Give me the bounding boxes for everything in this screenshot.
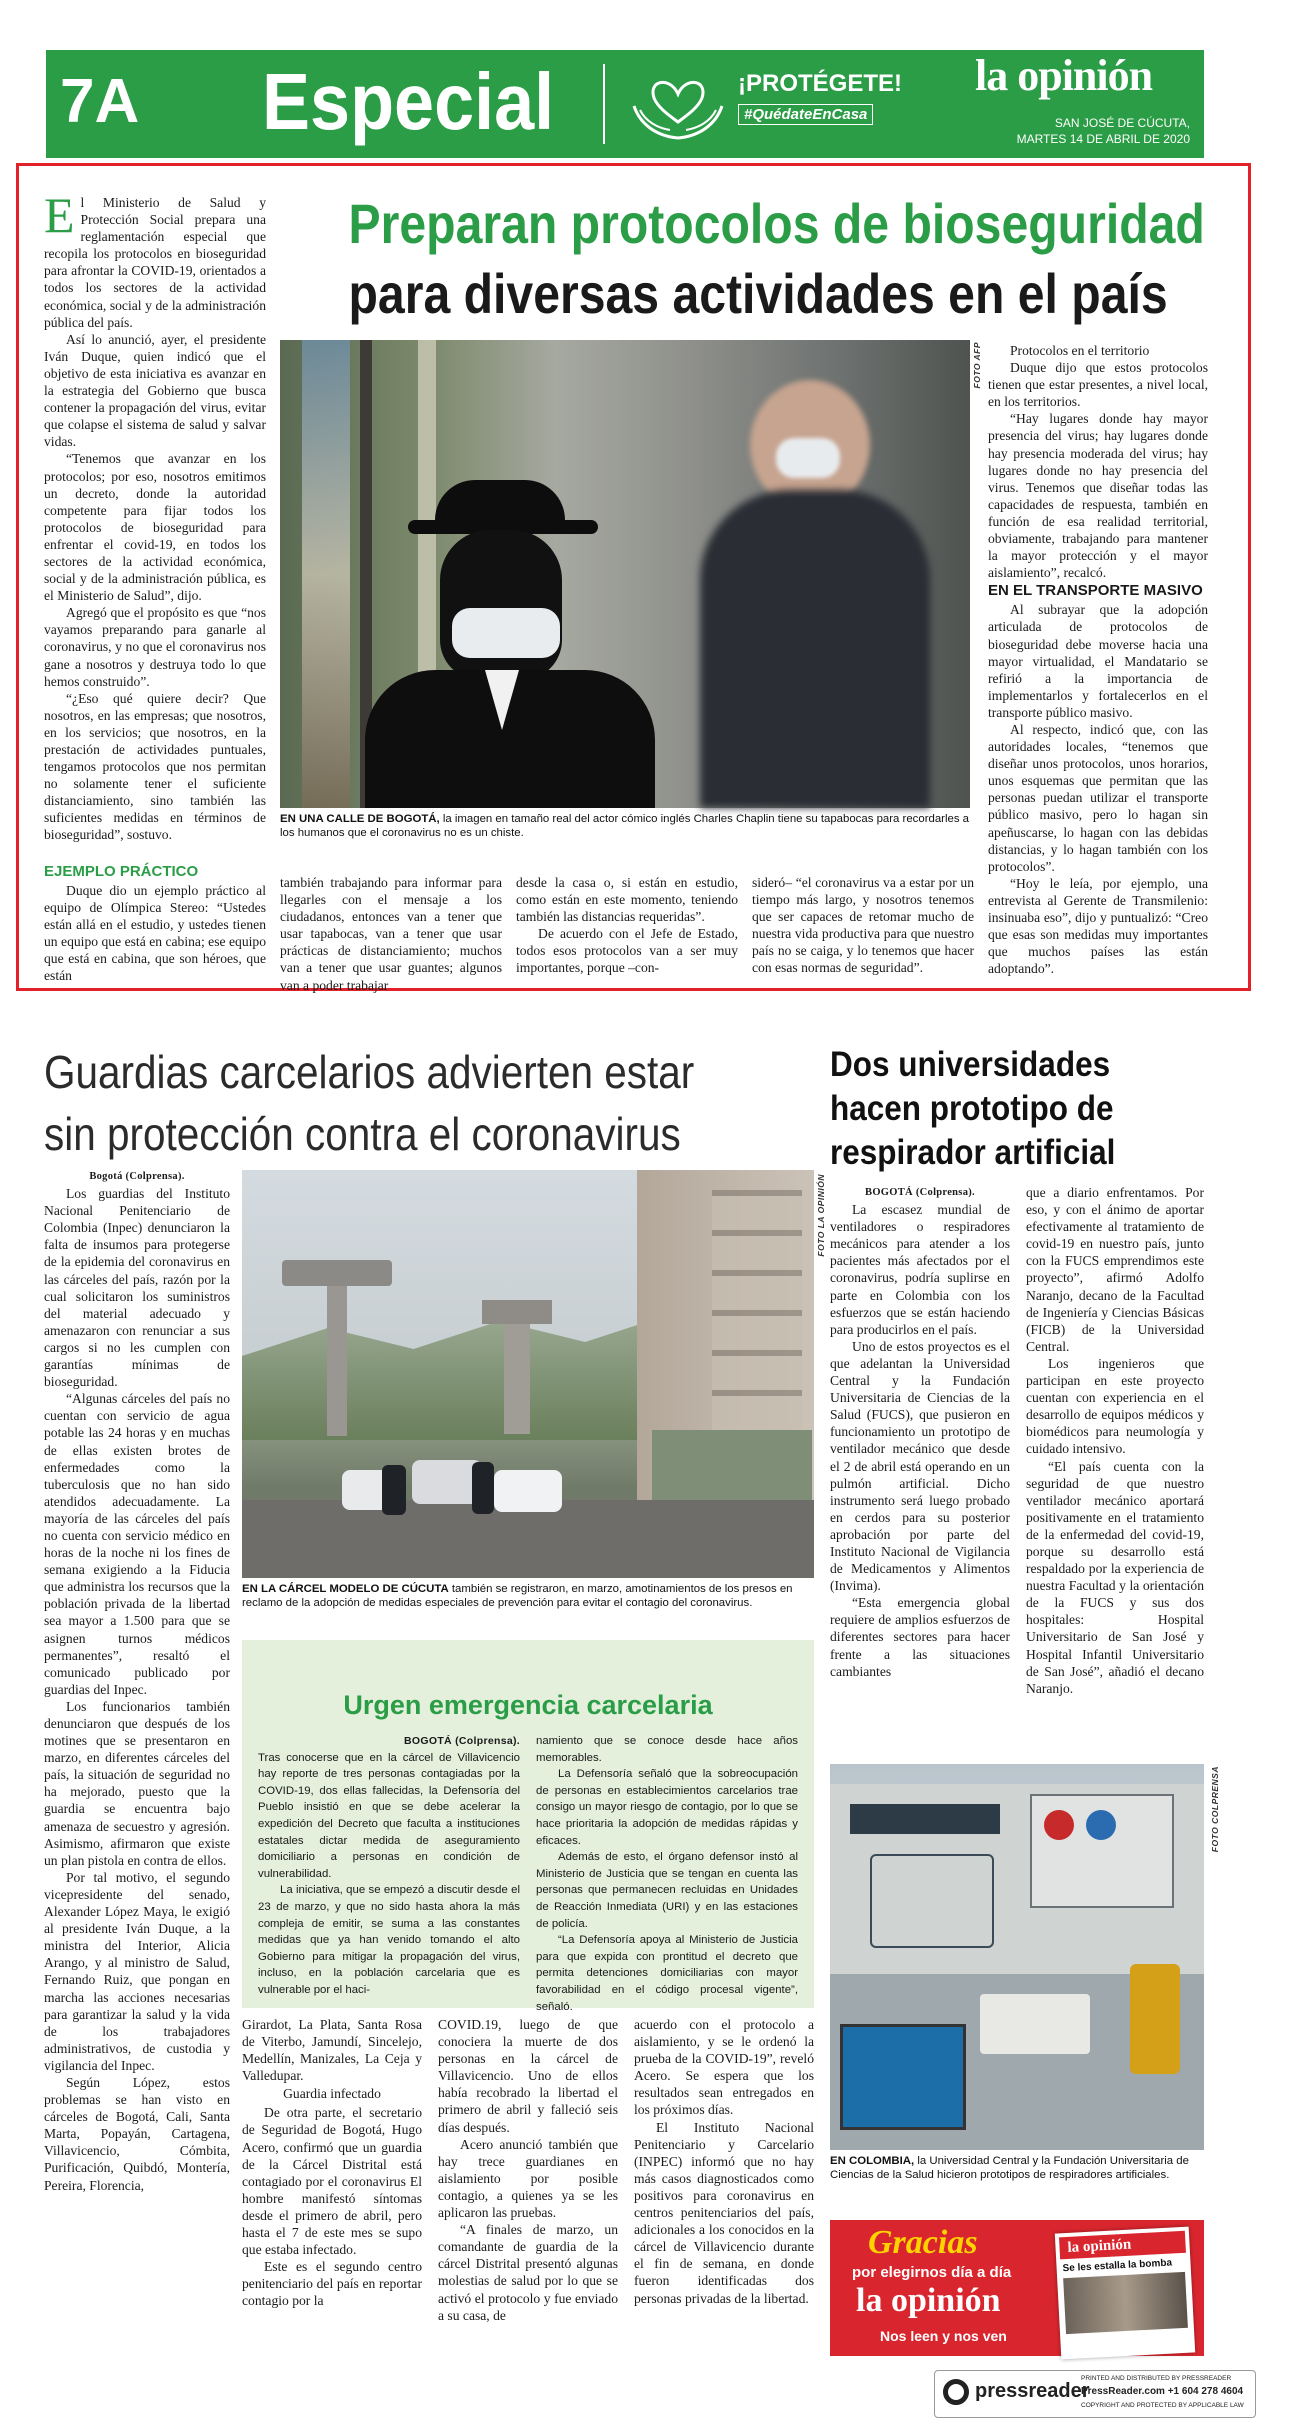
paragraph: desde la casa o, si están en estudio, como están en este momento, teniendo también las distancias requeridas”.: [516, 875, 738, 925]
paragraph: l Ministerio de Salud y Protección Social prepara una reglamentación especial que recopila los protocolos en bioseguridad para afrontar la COVID-19, orientados a todos los sectores de la actividad económica, social y de la administración pública del país.: [44, 195, 266, 330]
caption-text: la imagen en tamaño real del actor cómico inglés Charles Chaplin tiene su tapabocas para recordarles a los humanos que el coronavirus no es un chiste.: [280, 813, 970, 839]
paragraph: COVID.19, luego de que conociera la muerte de dos personas en la cárcel de Villavicencio. Uno de ellos había recobrado la libertad el primero de abril y falleció seis días después.: [438, 2017, 618, 2135]
story3-headline-3: respirador artificial: [830, 1133, 1116, 1172]
section-title: Especial: [262, 57, 555, 146]
paragraph: Los guardias del Instituto Nacional Penitenciario de Colombia (Inpec) denunciaron la falta de insumos para protegerse de la epidemia del coronavirus en las cárceles del país, razón por la cual solicitaron los suministros del material adecuado y amenazaron con renunciar a sus cargos si no les cumplen con garantías mínimas de bioseguridad.: [44, 1186, 230, 1390]
story2-bottom-col-1: [242, 2016, 422, 2390]
byline: BOGOTÁ (Colprensa).: [865, 1187, 975, 1198]
sidebar-title: Urgen emergencia carcelaria: [343, 1690, 713, 1720]
paragraph: también trabajando para informar para llegarles con el mensaje a los ciudadanos, entonces van a tener que usar tapabocas, van a tener que usar prácticas de distanciamiento; muchos van a tener que usar guantes; algunos van a poder trabajar: [280, 875, 502, 993]
paragraph: El Instituto Nacional Penitenciario y Carcelario (INPEC) informó que no hay más casos diagnosticados como positivos para coronavirus en centros penitenciarios del país, adicionales a los conocidos en la cárcel de Villavicencio durante el fin de semana, en donde fueron identificadas dos personas privadas de la libertad.: [634, 2119, 814, 2306]
story1-headline-2: para diversas actividades en el país: [348, 262, 1168, 325]
photo-credit: FOTO COLPRENSA: [1210, 1766, 1220, 1853]
subheading: EJEMPLO PRÁCTICO: [44, 863, 199, 880]
paragraph: La iniciativa, que se empezó a discutir desde el 23 de marzo, y que no sido hasta ahora la más compleja de emitir, se suma a las constantes medidas que ya han venido tomando el alto Gobierno para mitigar la propagación del virus, incluso, en la población carcelaria que es vulnerable por el haci-: [258, 1884, 520, 1996]
paragraph: Al respecto, indicó que, con las autoridades locales, “tenemos que diseñar unos protocolos, unos horarios, unos esquemas que permitan que las personas puedan utilizar el transporte público masivo, pero lo hagan sin apeñuscarse, lo hagan con las debidas distancias, y lo hagan también con los protocolos”.: [988, 721, 1208, 874]
story1-bottom-col-2: [516, 874, 738, 984]
story1-headline-1: Preparan protocolos de bioseguridad: [348, 192, 1205, 255]
byline: BOGOTÁ (Colprensa).: [404, 1735, 520, 1747]
story2-headline-1: Guardias carcelarios advierten estar: [44, 1046, 695, 1098]
story1-bottom-col-1: [280, 874, 502, 993]
paragraph: “Hay lugares donde hay mayor presencia del virus; hay lugares donde hay presencia moderada del virus; hay lugares donde no hay presencia del virus. Tenemos que diseñar todas las capacidades de respuesta, también en función de esa realidad territorial, obviamente, trabajando para mantener la mayor protección y el mayor aislamiento”, recalcó.: [988, 411, 1208, 581]
paragraph: acuerdo con el protocolo a aislamiento, y se le ordenó la prueba de la COVID-19”, reveló Acero. Se espera que los resultados sean entregados en los próximos días.: [634, 2017, 814, 2118]
paragraph: “Tenemos que avanzar en los protocolos; por eso, nosotros emitimos un decreto, donde la autoridad competente para fijar todos los protocolos de bioseguridad para enfrentar el covid-19, en todos los sectores de la actividad económica, social y de la administración pública, es el Ministerio de Salud”, dijo.: [44, 451, 266, 604]
campaign-hashtag: #QuédateEnCasa: [738, 104, 873, 125]
paragraph: “¿Eso qué quiere decir? Que nosotros, en las empresas; que nosotros, en los servicios; que nosotros, en la prestación de actividades puntuales, tengamos protocolos que nos permitan no solamente tener el suficiente distanciamiento, sino también las suficientes medidas en términos de bioseguridad”, sostuvo.: [44, 690, 266, 843]
paragraph: sideró– “el coronavirus va a estar por un tiempo más largo, y nosotros tenemos que ser capaces de retomar mucho de nuestra vida productiva para que nuestro país no se caiga, y lo tenemos que hacer con esas normas de seguridad”.: [752, 875, 974, 976]
paragraph: Tras conocerse que en la cárcel de Villavicencio hay reporte de tres personas contagiadas por la COVID-19, dos ellas fallecidas, la Defensoría del Pueblo insistió en que se debe acelerar la expedición del Decreto que faculta a instituciones estatales dictar medida de aseguramiento domiciliario a personas en condición de vulnerabilidad.: [258, 1751, 520, 1880]
paragraph: Según López, estos problemas se han visto en cárceles de Bogotá, Cali, Santa Marta, Popayán, Cartagena, Villavicencio, Cómbita, Purificación, Quibdó, Montería, Pereira, Florencia,: [44, 2074, 230, 2193]
paragraph: Agregó que el propósito es que “nos vayamos preparando para ganarle al coronavirus, y no que el coronavirus nos gane a nosotros y destruya todo lo que hemos construido”.: [44, 605, 266, 689]
ad-newspaper-thumbnail: [1055, 2227, 1195, 2360]
paragraph: “La Defensoría apoya al Ministerio de Justicia para que expida con prontitud el decreto que permita detenciones domiciliarias con mayor favorabilidad en el código procesal vigente”, señaló.: [536, 1934, 798, 2013]
paragraph: Uno de estos proyectos es el que adelantan la Universidad Central y la Fundación Universitaria de Ciencias de la Salud (FUCS), que pusieron en funcionamiento un prototipo de ventilador mecánico que desde el 2 de abril está operando en un pulmón artificial. Dicho instrumento será luego probado en cerdos para su posterior aprobación por parte del Instituto Nacional de Vigilancia de Medicamentos y Alimentos (Invima).: [830, 1338, 1010, 1594]
ad-line: por elegirnos día a día: [852, 2264, 1012, 2281]
paragraph: Además de esto, el órgano defensor instó al Ministerio de Justicia que se tengan en cuenta las personas que permanecen recluidas en Unidades de Reacción Inmediata (URI) y en las estaciones de policía.: [536, 1851, 798, 1930]
sidebar-col-2: [536, 1733, 798, 2013]
story1-right-column: [988, 342, 1208, 984]
page-number: 7A: [60, 67, 140, 136]
paragraph: Los ingenieros que participan en este proyecto cuentan con experiencia en el desarrollo de equipos médicos y biomédicos para neumología y cuidado intensivo.: [1026, 1355, 1204, 1457]
pressreader-badge[interactable]: [934, 2370, 1256, 2418]
caption-text: también se registraron, en marzo, amotinamientos de los presos en reclamo de la adopción de medidas especiales de prevención para evitar el contagio del coronavirus.: [242, 1583, 793, 1609]
paragraph: Por tal motivo, el segundo vicepresidente del senado, Alexander López Maya, le exigió al presidente Iván Duque, a la ministra del Interior, Alicia Arango, y al ministro de Salud, Fernando Ruiz, que pongan en marcha las acciones necesarias para garantizar la salud y la vida de los trabajadores administrativos, de custodia y vigilancia del Inpec.: [44, 1869, 230, 2073]
photo-credit: FOTO AFP: [972, 342, 982, 389]
caption-lead: EN LA CÁRCEL MODELO DE CÚCUTA: [242, 1583, 449, 1595]
paragraph: De otra parte, el secretario de Seguridad de Bogotá, Hugo Acero, confirmó que un guardia de la Cárcel Distrital está contagiado por el coronavirus El hombre manifestó síntomas desde el primero de abril, pero hasta el 7 de este mes se supo que estaba infectado.: [242, 2105, 422, 2258]
ad-tagline: Nos leen y nos ven: [880, 2328, 1007, 2344]
ad-gracias: Gracias: [868, 2224, 978, 2261]
paragraph: “Algunas cárceles del país no cuentan con servicio de agua potable las 24 horas y en muchas de ellas existen brotes de enfermedades como la tuberculosis que no han sido atendidos adecuadamente. La mayoría de las cárceles del país no cuenta con servicio médico en horas de la noche ni los fines de semana exigiendo a la Fiducia que administra los recursos que la población privada de la libertad sea mayor a 1.500 para que se asignen turnos médicos permanentes”, resaltó el comunicado publicado por guardias del Inpec.: [44, 1391, 230, 1697]
footer-line-2: PressReader.com +1 604 278 4604: [1081, 2386, 1244, 2397]
paragraph: Acero anunció también que hay trece guardianes en aislamiento por posible contagio, a quienes ya se les aplicaron las pruebas.: [438, 2136, 618, 2221]
paragraph: “Hoy le leía, por ejemplo, una entrevista al Gerente de Transmilenio: insinuaba eso”, dijo y puntualizó: “Creo que esas son medidas muy importantes que muchos países las están adoptando”.: [988, 875, 1208, 977]
story2-bottom-col-2: [438, 2016, 618, 2390]
paragraph: que a diario enfrentamos. Por eso, y con el ánimo de aportar efectivamente al tratamiento de covid-19 en nuestro país, junto con la FUCS emprendimos este proyecto”, afirmó Adolfo Naranjo, decano de la Facultad de Ingeniería y Ciencias Básicas (FICB) de la Universidad Central.: [1026, 1185, 1204, 1354]
drop-cap: E: [44, 187, 75, 243]
story3-col-1: [830, 1184, 1010, 1744]
thumbnail-brand: la opinión: [1067, 2236, 1132, 2256]
subheading: EN EL TRANSPORTE MASIVO: [988, 582, 1203, 600]
promo-ad[interactable]: [830, 2220, 1204, 2356]
caption-lead: EN UNA CALLE DE BOGOTÁ,: [280, 813, 440, 825]
paragraph: “El país cuenta con la seguridad de que nuestro ventilador mecánico aportará positivamente en el tratamiento de la enfermedad del covid-19, porque su desarrollo está respaldado por la experiencia de nuestra Facultad y la orientación de la FUCS y sus dos hospitales: Hospital Universitario de San José y Hospital Infantil Universitario de San José”, añadió el decano Naranjo.: [1026, 1458, 1204, 1696]
paragraph: Girardot, La Plata, Santa Rosa de Viterbo, Jamundí, Sincelejo, Medellín, Manizales, La Ceja y Valledupar.: [242, 2017, 422, 2084]
paragraph: La escasez mundial de ventiladores o respiradores mecánicos para atender a los pacientes más afectados por el coronavirus, podría suplirse en parte en Colombia con los esfuerzos que se están haciendo para producirlos en el país.: [830, 1202, 1010, 1337]
story3-headline-1: Dos universidades: [830, 1045, 1111, 1084]
subheading: Guardia infectado: [283, 2086, 381, 2102]
heart-hands-icon: [630, 66, 726, 142]
sidebar-col-1-text: [258, 1750, 520, 1999]
photo-caption: [830, 2154, 1204, 2182]
paragraph: namiento que se conoce desde hace años memorables.: [536, 1735, 798, 1764]
chaplin-photo: [280, 340, 970, 808]
paragraph: Duque dio un ejemplo práctico al equipo de Olímpica Stereo: “Ustedes están allá en el estudio, y ustedes tienen un equipo que está en cabina; ese equipo que está en cabina, que son héroes, que están: [44, 883, 266, 984]
story2-bottom-col-3: [634, 2016, 814, 2390]
respirator-photo: [830, 1764, 1204, 2150]
paragraph: “A finales de marzo, un comandante de guardia de la cárcel Distrital presentó algunas molestias de salud por lo que se activó el protocolo y fue enviado a su casa, de: [438, 2222, 618, 2323]
sidebar-col-1: [258, 1733, 520, 2001]
story2-headline-2: sin protección contra el coronavirus: [44, 1108, 681, 1160]
caption-lead: EN COLOMBIA,: [830, 2155, 915, 2167]
pressreader-logo: pressreader: [975, 2380, 1090, 2402]
photo-credit: FOTO LA OPINIÓN: [816, 1174, 826, 1257]
paragraph: Duque dijo que estos protocolos tienen que estar presentes, a nivel local, en los territorios.: [988, 360, 1208, 410]
byline: Bogotá (Colprensa).: [89, 1171, 185, 1182]
footer-line-1: PRINTED AND DISTRIBUTED BY PRESSREADER: [1081, 2375, 1232, 2382]
header-city: SAN JOSÉ DE CÚCUTA,: [1054, 116, 1190, 130]
paragraph: Protocolos en el territorio: [1010, 343, 1150, 358]
campaign-title: ¡PROTÉGETE!: [738, 70, 903, 97]
paragraph: Al subrayar que la adopción articulada de protocolos de bioseguridad debe moverse hacia una mayor virtualidad, el Mandatario se refirió a la importancia de implementarlos y fortalecerlos en el transporte público masivo.: [988, 602, 1208, 720]
header-date: MARTES 14 DE ABRIL DE 2020: [1016, 132, 1190, 146]
brand-logo: la opinión: [975, 51, 1153, 100]
paragraph: Los funcionarios también denunciaron que después de los motines que se presentaron en marzo, en diferentes cárceles del país, la situación de seguridad no ha mejorado, puesto que la guardia se encuentra bajo amenaza de secuestro y agresión. Asimismo, afirmaron que existe un plan pistola en contra de ellos.: [44, 1698, 230, 1868]
ad-brand: la opinión: [856, 2282, 1001, 2319]
paragraph: La Defensoría señaló que la sobreocupación de personas en establecimientos carcelarios trae consigo un mayor riesgo de contagio, por lo que se hace prioritaria la adopción de medidas rápidas y eficaces.: [536, 1768, 798, 1847]
header-divider: [603, 64, 605, 144]
paragraph: Así lo anunció, ayer, el presidente Iván Duque, quien indicó que el objetivo de esta iniciativa es avanzar en la estrategia del Gobierno que busca contener la propagación del virus, evitar que colapse el sistema de salud y salvar vidas.: [44, 331, 266, 450]
story2-left-column: [44, 1168, 230, 2390]
photo-caption: [280, 812, 970, 840]
thumbnail-headline: Se les estalla la bomba: [1062, 2257, 1173, 2275]
prison-photo: [242, 1170, 814, 1578]
story1-left-column: [44, 187, 266, 854]
photo-caption: [242, 1582, 814, 1610]
pressreader-logo-icon: [943, 2379, 969, 2405]
story1-left-column-bottom: [44, 862, 266, 984]
paragraph: Este es el segundo centro penitenciario del país en reportar contagio por la: [242, 2259, 422, 2309]
footer-line-3: COPYRIGHT AND PROTECTED BY APPLICABLE LAW: [1081, 2402, 1244, 2409]
story3-col-2: [1026, 1184, 1204, 1744]
caption-text: la Universidad Central y la Fundación Universitaria de Ciencias de la Salud hicieron prototipos de respiradores artificiales.: [830, 2155, 1189, 2181]
paragraph: “Esta emergencia global requiere de amplios esfuerzos de diferentes sectores para hacer frente a las situaciones cambiantes: [830, 1595, 1010, 1679]
paragraph: De acuerdo con el Jefe de Estado, todos esos protocolos van a ser muy importantes, porque –con-: [516, 926, 738, 976]
story3-headline-2: hacen prototipo de: [830, 1089, 1114, 1128]
story1-bottom-col-3: [752, 874, 974, 984]
